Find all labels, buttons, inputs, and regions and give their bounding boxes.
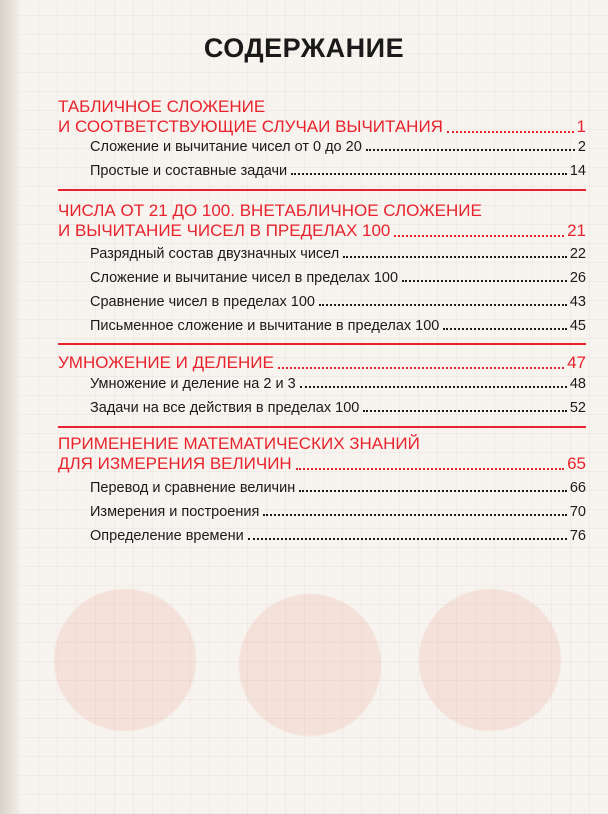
section-heading-line: И СООТВЕТСТВУЮЩИЕ СЛУЧАИ ВЫЧИТАНИЯ <box>58 117 443 136</box>
section-heading-line: УМНОЖЕНИЕ И ДЕЛЕНИЕ <box>58 353 274 372</box>
toc-item[interactable] <box>90 270 586 286</box>
toc-item-page: 76 <box>569 528 586 544</box>
toc-item[interactable] <box>90 480 586 496</box>
toc-item[interactable] <box>90 163 586 179</box>
section-page-number: 21 <box>567 221 586 240</box>
dot-leader <box>402 279 567 282</box>
toc-item-page: 52 <box>569 400 586 416</box>
toc-item-page: 22 <box>569 246 586 262</box>
section-heading-1 <box>58 97 586 137</box>
dot-leader <box>443 327 567 330</box>
dot-leader <box>447 130 574 133</box>
toc-item[interactable] <box>90 139 586 155</box>
section-divider <box>58 426 586 428</box>
toc-item-page: 43 <box>569 294 586 310</box>
dot-leader <box>394 234 564 237</box>
toc-item[interactable] <box>90 246 586 262</box>
dot-leader <box>319 303 567 306</box>
toc-item[interactable] <box>90 376 586 392</box>
section-heading-line: ТАБЛИЧНОЕ СЛОЖЕНИЕ <box>58 97 266 116</box>
dot-leader <box>363 409 567 412</box>
section-heading-line: ДЛЯ ИЗМЕРЕНИЯ ВЕЛИЧИН <box>58 454 292 473</box>
section-divider <box>58 189 586 191</box>
dot-leader <box>263 513 567 516</box>
toc-item-label: Сравнение чисел в пределах 100 <box>90 294 315 310</box>
section-heading-line: И ВЫЧИТАНИЕ ЧИСЕЛ В ПРЕДЕЛАХ 100 <box>58 221 391 240</box>
toc-item-page: 45 <box>569 318 586 334</box>
section-heading-line: ЧИСЛА ОТ 21 ДО 100. ВНЕТАБЛИЧНОЕ СЛОЖЕНИЕ <box>58 201 482 220</box>
section-page-number: 65 <box>567 454 586 473</box>
dot-leader <box>300 385 567 388</box>
toc-item-label: Задачи на все действия в пределах 100 <box>90 400 360 416</box>
book-spine <box>0 0 18 814</box>
section-heading-3 <box>58 353 586 373</box>
toc-item[interactable] <box>90 528 586 544</box>
toc-item-page: 14 <box>569 163 586 179</box>
toc-item-label: Простые и составные задачи <box>90 163 288 179</box>
dot-leader <box>296 467 564 470</box>
section-heading-2 <box>58 201 586 241</box>
dot-leader <box>278 366 564 369</box>
section-page-number: 47 <box>567 353 586 372</box>
section-divider <box>58 343 586 345</box>
toc-item[interactable] <box>90 400 586 416</box>
dot-leader <box>343 255 567 258</box>
toc-item[interactable] <box>90 318 586 334</box>
toc-item-label: Письменное сложение и вычитание в пределах 100 <box>90 318 440 334</box>
toc-item-label: Определение времени <box>90 528 244 544</box>
toc-item-page: 2 <box>577 139 586 155</box>
toc-item-label: Измерения и построения <box>90 504 260 520</box>
toc-item-page: 66 <box>569 480 586 496</box>
toc-item-page: 70 <box>569 504 586 520</box>
toc-item-label: Сложение и вычитание чисел в пределах 100 <box>90 270 399 286</box>
toc-item[interactable] <box>90 294 586 310</box>
section-page-number: 1 <box>576 117 586 136</box>
dot-leader <box>299 489 567 492</box>
toc-item-label: Сложение и вычитание чисел от 0 до 20 <box>90 139 362 155</box>
section-heading-line: ПРИМЕНЕНИЕ МАТЕМАТИЧЕСКИХ ЗНАНИЙ <box>58 434 420 453</box>
dot-leader <box>291 172 567 175</box>
dot-leader <box>248 537 567 540</box>
toc-item-label: Перевод и сравнение величин <box>90 480 296 496</box>
section-heading-4 <box>58 434 586 474</box>
toc-item-label: Умножение и деление на 2 и 3 <box>90 376 296 392</box>
dot-leader <box>366 148 575 151</box>
toc-item-page: 48 <box>569 376 586 392</box>
page-title: СОДЕРЖАНИЕ <box>203 33 405 63</box>
toc-item[interactable] <box>90 504 586 520</box>
toc-item-label: Разрядный состав двузначных чисел <box>90 246 340 262</box>
toc-item-page: 26 <box>569 270 586 286</box>
